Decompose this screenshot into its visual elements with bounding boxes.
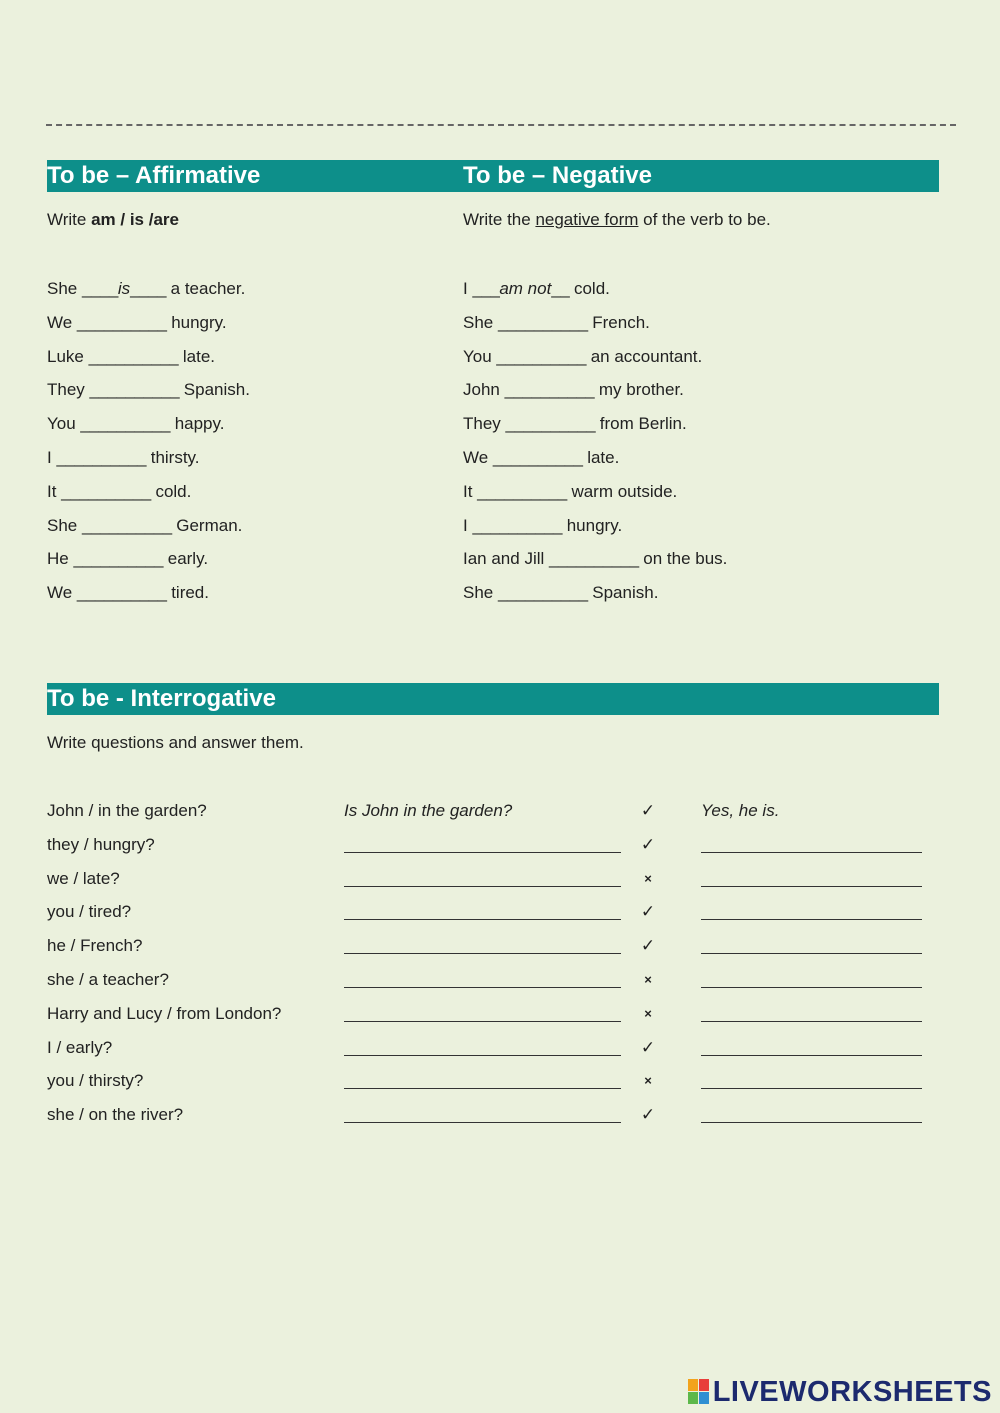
answer-blank[interactable]: __________ (549, 549, 639, 568)
affirmative-row (47, 482, 191, 502)
answer-blank[interactable]: __________ (492, 448, 583, 467)
answer-blank[interactable]: __________ (89, 380, 180, 399)
negative-instruction-suffix: of the verb to be. (638, 210, 771, 229)
check-icon: ✓ (640, 801, 656, 820)
answer-blank[interactable]: ___ (472, 279, 500, 298)
negative-instruction (463, 210, 771, 230)
question-answer-line[interactable] (344, 852, 621, 853)
row-subject: You (47, 414, 81, 433)
row-subject: We (47, 583, 77, 602)
affirmative-row (47, 549, 208, 569)
row-subject: Ian and Jill (463, 549, 549, 568)
row-predicate: warm outside. (566, 482, 678, 501)
check-icon: ✓ (640, 936, 656, 955)
question-answer-line[interactable] (344, 953, 621, 954)
question-answer-line[interactable] (344, 1088, 621, 1089)
negative-title: To be – Negative (463, 162, 652, 189)
row-predicate: German. (171, 516, 243, 535)
interrogative-prompt: John / in the garden? (47, 801, 207, 820)
short-answer-line[interactable] (701, 987, 922, 988)
negative-row (463, 313, 650, 333)
affirmative-row (47, 313, 227, 333)
row-predicate: late. (178, 347, 215, 366)
negative-row (463, 279, 610, 299)
short-answer-line[interactable] (701, 1021, 922, 1022)
affirmative-row (47, 414, 224, 434)
answer-blank[interactable]: __________ (80, 414, 170, 433)
cross-icon: × (644, 972, 652, 987)
short-answer-line[interactable] (701, 852, 922, 853)
answer-blank[interactable]: __________ (56, 448, 146, 467)
negative-row (463, 448, 619, 468)
cross-icon: × (644, 871, 652, 886)
liveworksheets-logo-text: LIVEWORKSHEETS (712, 1375, 992, 1408)
liveworksheets-logo (688, 1374, 992, 1410)
negative-row (463, 414, 687, 434)
question-answer-line[interactable] (344, 919, 621, 920)
row-predicate: Spanish. (179, 380, 250, 399)
negative-row (463, 583, 658, 603)
row-predicate: early. (163, 549, 209, 568)
answer-blank[interactable]: __________ (505, 414, 596, 433)
interrogative-prompt: Harry and Lucy / from London? (47, 1004, 282, 1023)
affirmative-row (47, 279, 245, 299)
answer-blank[interactable]: __________ (472, 516, 562, 535)
answer-blank[interactable]: __________ (61, 482, 151, 501)
row-subject: I (463, 516, 473, 535)
row-predicate: a teacher. (165, 279, 246, 298)
example-answer: is (117, 279, 131, 298)
row-predicate: thirsty. (146, 448, 200, 467)
negative-row (463, 516, 622, 536)
row-subject: She (463, 583, 498, 602)
row-subject: We (47, 313, 77, 332)
row-subject: Luke (47, 347, 89, 366)
answer-blank[interactable]: __________ (76, 313, 167, 332)
negative-row (463, 549, 727, 569)
row-subject: I (463, 279, 473, 298)
row-predicate: hungry. (166, 313, 227, 332)
interrogative-prompt: she / on the river? (47, 1105, 184, 1124)
interrogative-instruction: Write questions and answer them. (47, 733, 304, 752)
affirmative-row (47, 347, 215, 367)
row-predicate: late. (582, 448, 620, 467)
affirmative-instruction-bold: am / is /are (91, 210, 179, 229)
row-subject: I (47, 448, 57, 467)
interrogative-prompt: they / hungry? (47, 835, 155, 854)
row-predicate: from Berlin. (595, 414, 687, 433)
answer-blank[interactable]: __________ (504, 380, 595, 399)
row-predicate: hungry. (562, 516, 623, 535)
row-subject: She (47, 516, 82, 535)
row-subject: They (47, 380, 90, 399)
question-answer-line[interactable] (344, 1122, 621, 1123)
example-question: Is John in the garden? (344, 801, 513, 820)
affirmative-instruction (47, 210, 179, 230)
interrogative-prompt: she / a teacher? (47, 970, 169, 989)
short-answer-line[interactable] (701, 1122, 922, 1123)
interrogative-prompt: we / late? (47, 869, 120, 888)
interrogative-prompt: you / tired? (47, 902, 132, 921)
question-answer-line[interactable] (344, 886, 621, 887)
example-short-answer: Yes, he is. (701, 801, 780, 820)
answer-blank[interactable]: __________ (73, 549, 164, 568)
row-subject: He (47, 549, 74, 568)
row-subject: She (463, 313, 498, 332)
affirmative-row (47, 583, 209, 603)
short-answer-line[interactable] (701, 919, 922, 920)
affirmative-row (47, 516, 242, 536)
short-answer-line[interactable] (701, 886, 922, 887)
row-predicate: my brother. (594, 380, 684, 399)
negative-instruction-underline: negative form (535, 210, 639, 229)
example-answer: am not (499, 279, 552, 298)
answer-blank[interactable]: __________ (88, 347, 179, 366)
row-predicate: happy. (169, 414, 225, 433)
negative-row (463, 482, 677, 502)
check-icon: ✓ (640, 902, 656, 921)
row-subject: It (463, 482, 478, 501)
row-predicate: on the bus. (638, 549, 728, 568)
answer-blank[interactable]: __________ (477, 482, 567, 501)
check-icon: ✓ (640, 835, 656, 854)
answer-blank[interactable]: ____ (81, 279, 118, 298)
answer-blank[interactable]: __________ (497, 313, 588, 332)
row-subject: It (47, 482, 62, 501)
row-predicate: cold. (569, 279, 610, 298)
row-subject: You (463, 347, 497, 366)
check-icon: ✓ (640, 1105, 656, 1124)
negative-row (463, 380, 684, 400)
short-answer-line[interactable] (701, 953, 922, 954)
affirmative-title: To be – Affirmative (47, 162, 261, 189)
row-subject: We (463, 448, 493, 467)
question-answer-line[interactable] (344, 1055, 621, 1056)
liveworksheets-logo-icon (688, 1379, 710, 1405)
question-answer-line[interactable] (344, 987, 621, 988)
interrogative-title: To be - Interrogative (47, 685, 276, 712)
row-predicate: cold. (150, 482, 192, 501)
answer-blank[interactable]: __________ (497, 583, 588, 602)
negative-row (463, 347, 702, 367)
row-subject: John (463, 380, 505, 399)
interrogative-prompt: you / thirsty? (47, 1071, 144, 1090)
affirmative-row (47, 380, 250, 400)
affirmative-instruction-prefix: Write (47, 210, 92, 229)
short-answer-line[interactable] (701, 1055, 922, 1056)
negative-instruction-prefix: Write the (463, 210, 536, 229)
answer-blank-tail: __ (551, 279, 570, 298)
row-subject: They (463, 414, 506, 433)
interrogative-prompt: he / French? (47, 936, 143, 955)
answer-blank[interactable]: __________ (81, 516, 172, 535)
row-predicate: French. (587, 313, 650, 332)
answer-blank[interactable]: __________ (76, 583, 167, 602)
row-predicate: tired. (166, 583, 209, 602)
interrogative-prompt: I / early? (47, 1038, 113, 1057)
question-answer-line[interactable] (344, 1021, 621, 1022)
row-predicate: Spanish. (587, 583, 659, 602)
answer-blank[interactable]: __________ (496, 347, 586, 366)
check-icon: ✓ (640, 1038, 656, 1057)
row-subject: She (47, 279, 82, 298)
affirmative-row (47, 448, 200, 468)
short-answer-line[interactable] (701, 1088, 922, 1089)
answer-blank-tail: ____ (130, 279, 166, 298)
cross-icon: × (644, 1073, 652, 1088)
row-predicate: an accountant. (585, 347, 703, 366)
dashed-separator (46, 124, 956, 126)
cross-icon: × (644, 1006, 652, 1021)
